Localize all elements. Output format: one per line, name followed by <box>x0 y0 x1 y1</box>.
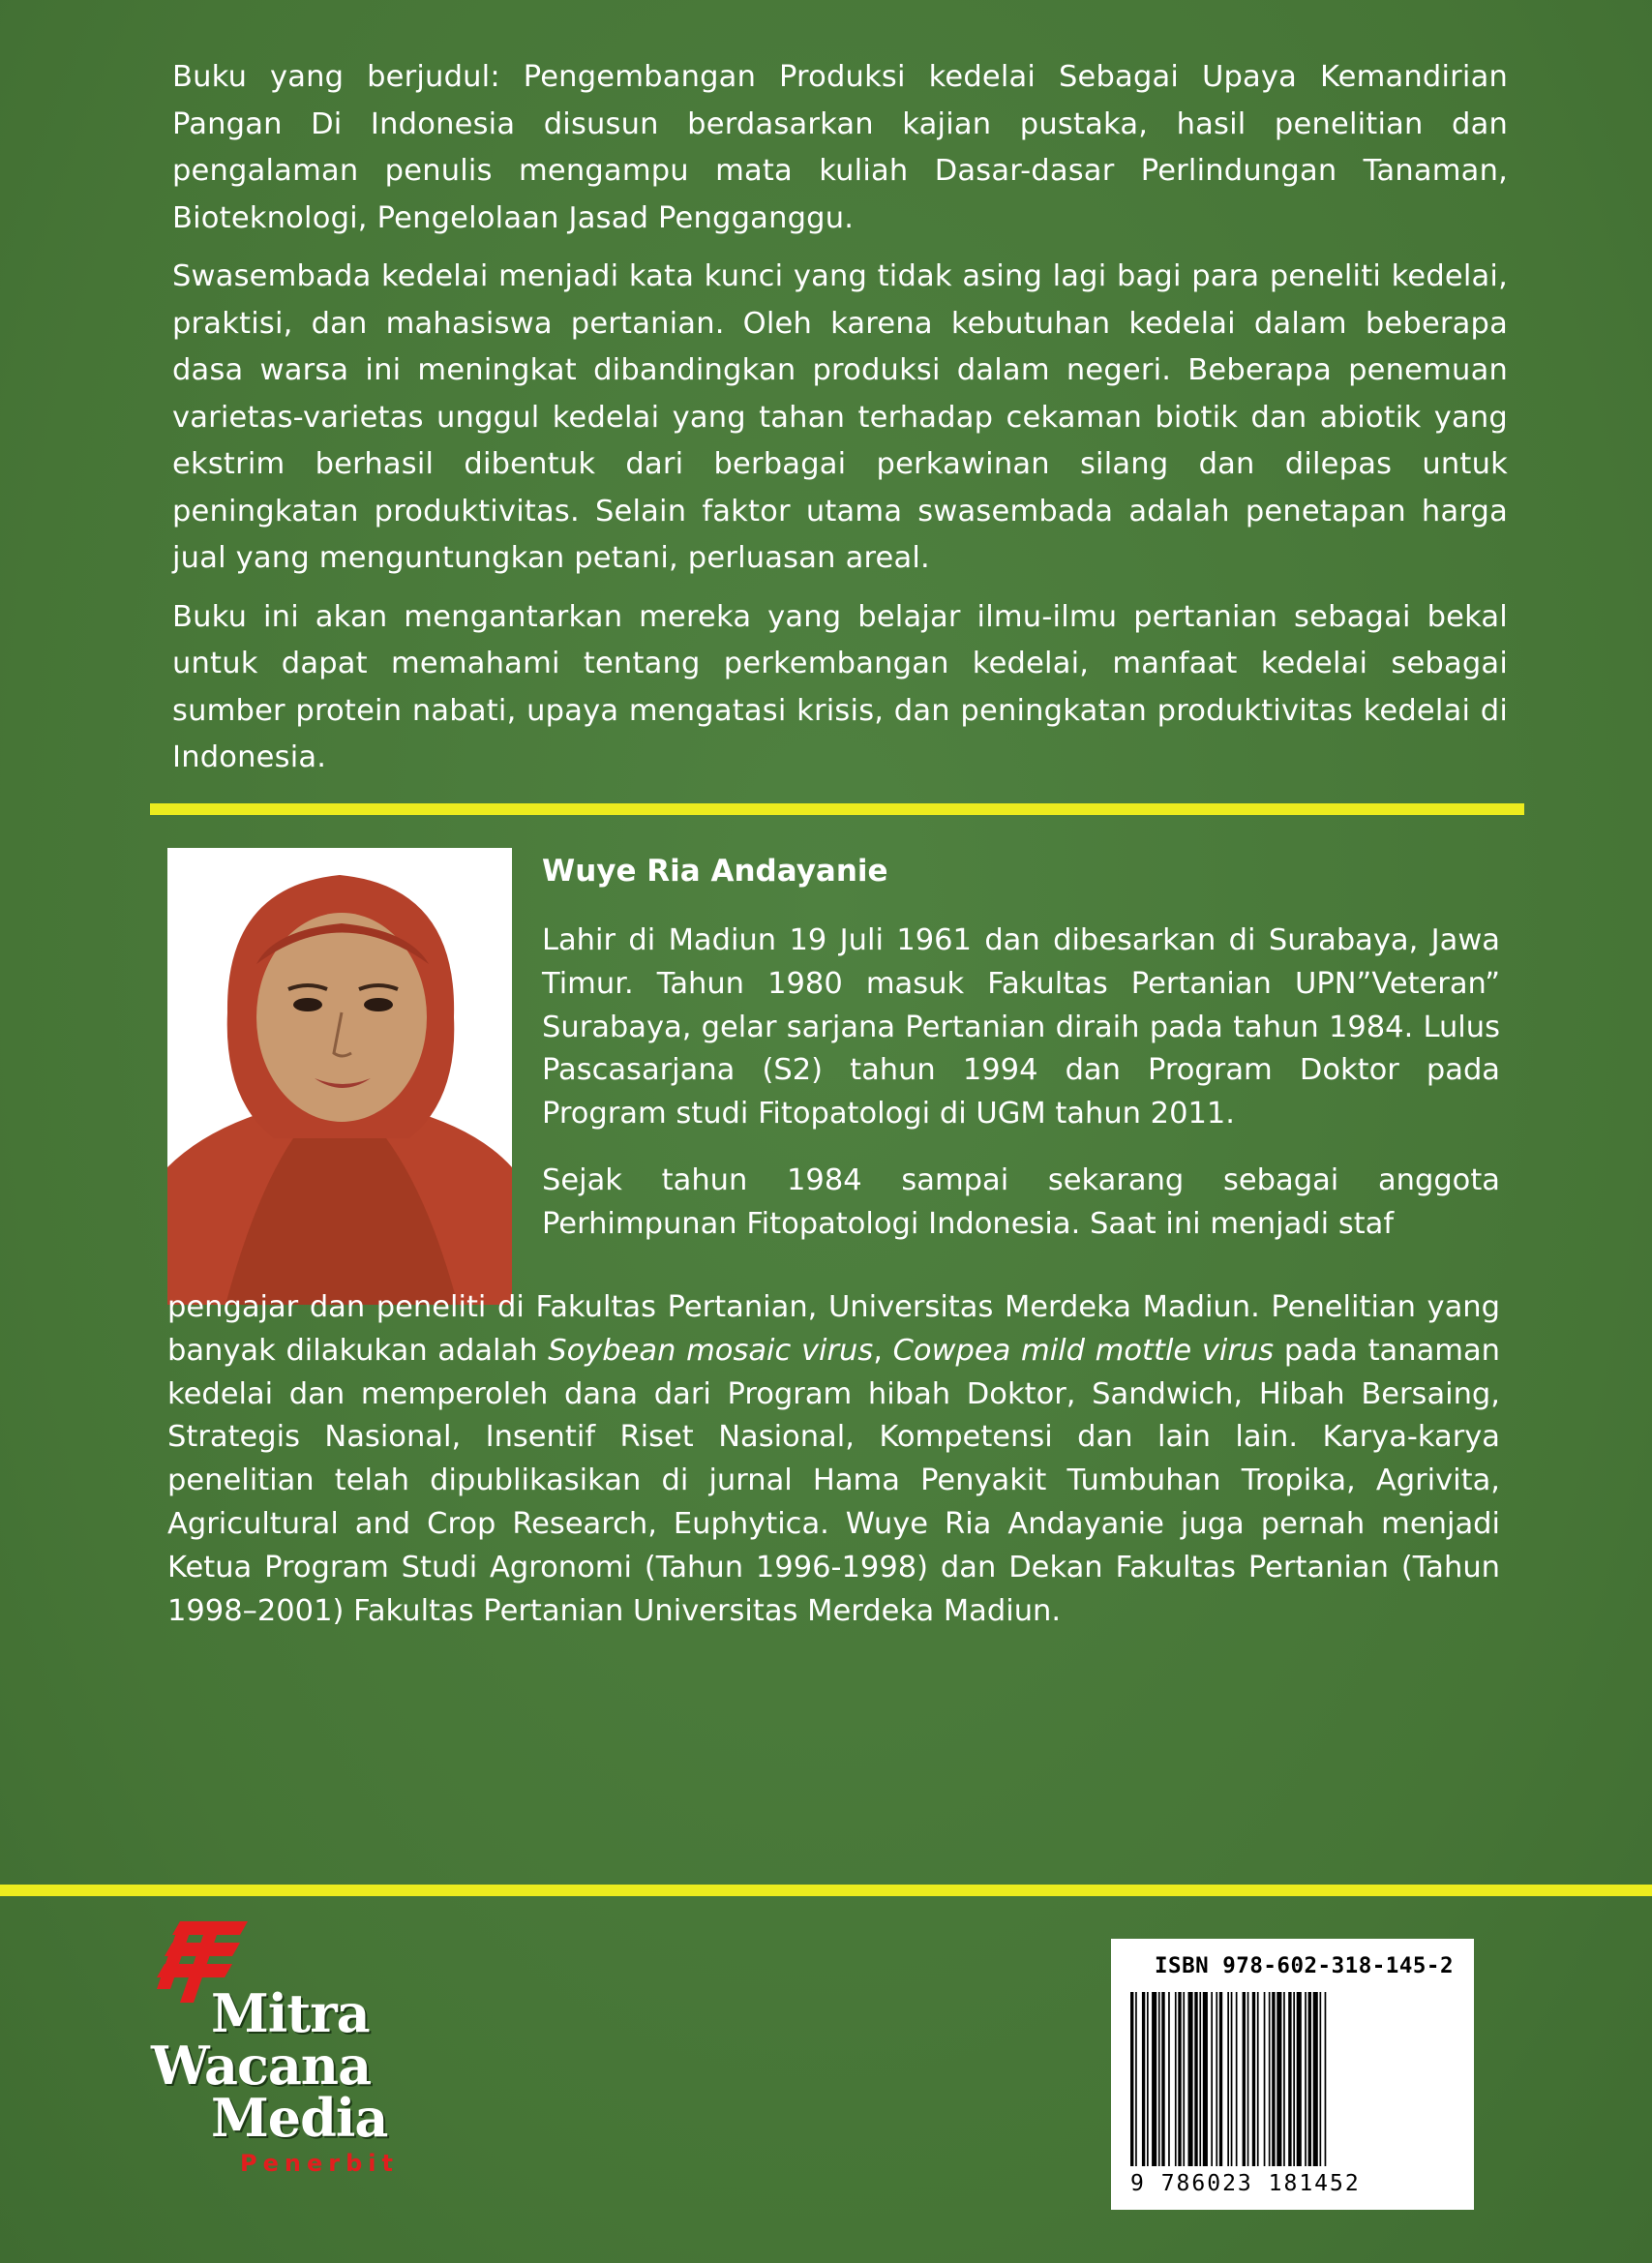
author-bio-paragraph-2-lead: Sejak tahun 1984 sampai sekarang sebagai anggota Perhimpunan Fitopatologi Indonesia. Saat ini menjadi staf <box>542 1162 1500 1241</box>
isbn-barcode-digits: 9 786023 181452 <box>1130 2171 1361 2196</box>
barcode-icon <box>1130 1992 1455 2166</box>
blurb-paragraph-3: Buku ini akan mengantarkan mereka yang belajar ilmu-ilmu pertanian sebagai bekal untuk dapat memahami tentang perkembangan kedelai, manfaat kedelai sebagai sumber protein nabati, upaya mengatasi krisis, dan peningkatan produktivitas kedelai di Indonesia. <box>172 599 1508 774</box>
author-bio-paragraph-1: Lahir di Madiun 19 Juli 1961 dan dibesarkan di Surabaya, Jawa Timur. Tahun 1980 masuk Fakultas Pertanian UPN”Veteran” Surabaya, gelar sarjana Pertanian diraih pada tahun 1984. Lulus Pascasarjana (S2) tahun 1994 dan Program Doktor pada Program studi Fitopatologi di UGM tahun 2011. <box>542 923 1500 1132</box>
publisher-subtitle: Penerbit <box>240 2150 399 2177</box>
blurb-paragraph-2: Swasembada kedelai menjadi kata kunci yang tidak asing lagi bagi para peneliti kedelai, praktisi, dan mahasiswa pertanian. Oleh karena kebutuhan kedelai dalam beberapa dasa warsa ini meningkat dibandingkan produksi dalam negeri. Beberapa penemuan varietas-varietas unggul kedelai yang tahan terhadap cekaman biotik dan abiotik yang ekstrim berhasil dibentuk dari berbagai perkawinan silang dan dilepas untuk peningkatan produktivitas. Selain faktor utama swasembada adalah penetapan harga jual yang menguntungkan petani, perluasan areal. <box>172 259 1508 575</box>
author-bio-wide <box>167 1286 1500 1633</box>
bio-text-b: pada tanaman kedelai dan memperoleh dana dari Program hibah Doktor, Sandwich, Hibah Bersaing, Strategis Nasional, Insentif Riset Nasional, Kompetensi dan lain lain. Karya-karya penelitian telah dipublikasikan di jurnal Hama Penyakit Tumbuhan Tropika, Agrivita, Agricultural and Crop Research, Euphytica. Wuye Ria Andayanie juga pernah menjadi Ketua Program Studi Agronomi (Tahun 1996-1998) dan Dekan Fakultas Pertanian (Tahun 1998–2001) Fakultas Pertanian Universitas Merdeka Madiun. <box>167 1333 1500 1628</box>
isbn-barcode-block <box>1111 1939 1474 2210</box>
blurb <box>172 54 1508 794</box>
bio-virus-2: Cowpea mild mottle virus <box>892 1333 1275 1368</box>
author-bio-right <box>542 920 1500 1247</box>
bio-virus-1: Soybean mosaic virus <box>548 1333 874 1368</box>
divider-bottom <box>0 1885 1652 1896</box>
divider-top <box>150 803 1524 815</box>
author-photo <box>167 848 512 1305</box>
publisher-name-line1: Mitra <box>211 1982 370 2044</box>
bio-comma: , <box>873 1333 893 1368</box>
publisher-name-line3: Media <box>211 2087 388 2149</box>
publisher-name-line2: Wacana <box>151 2035 372 2097</box>
publisher-logo <box>143 1921 424 2183</box>
author-name: Wuye Ria Andayanie <box>542 854 888 889</box>
author-bio-paragraph-2-continued <box>167 1286 1500 1633</box>
author-portrait-illustration <box>167 848 512 1305</box>
bio-text-a: pengajar dan peneliti di Fakultas Pertanian, Universitas Merdeka Madiun. Penelitian yang banyak dilakukan adalah <box>167 1290 1500 1368</box>
blurb-paragraph-1: Buku yang berjudul: Pengembangan Produksi kedelai Sebagai Upaya Kemandirian Pangan Di Indonesia disusun berdasarkan kajian pustaka, hasil penelitian dan pengalaman penulis mengampu mata kuliah Dasar-dasar Perlindungan Tanaman, Bioteknologi, Pengelolaan Jasad Pengganggu. <box>172 60 1508 235</box>
isbn-label: ISBN 978-602-318-145-2 <box>1155 1953 1455 1978</box>
